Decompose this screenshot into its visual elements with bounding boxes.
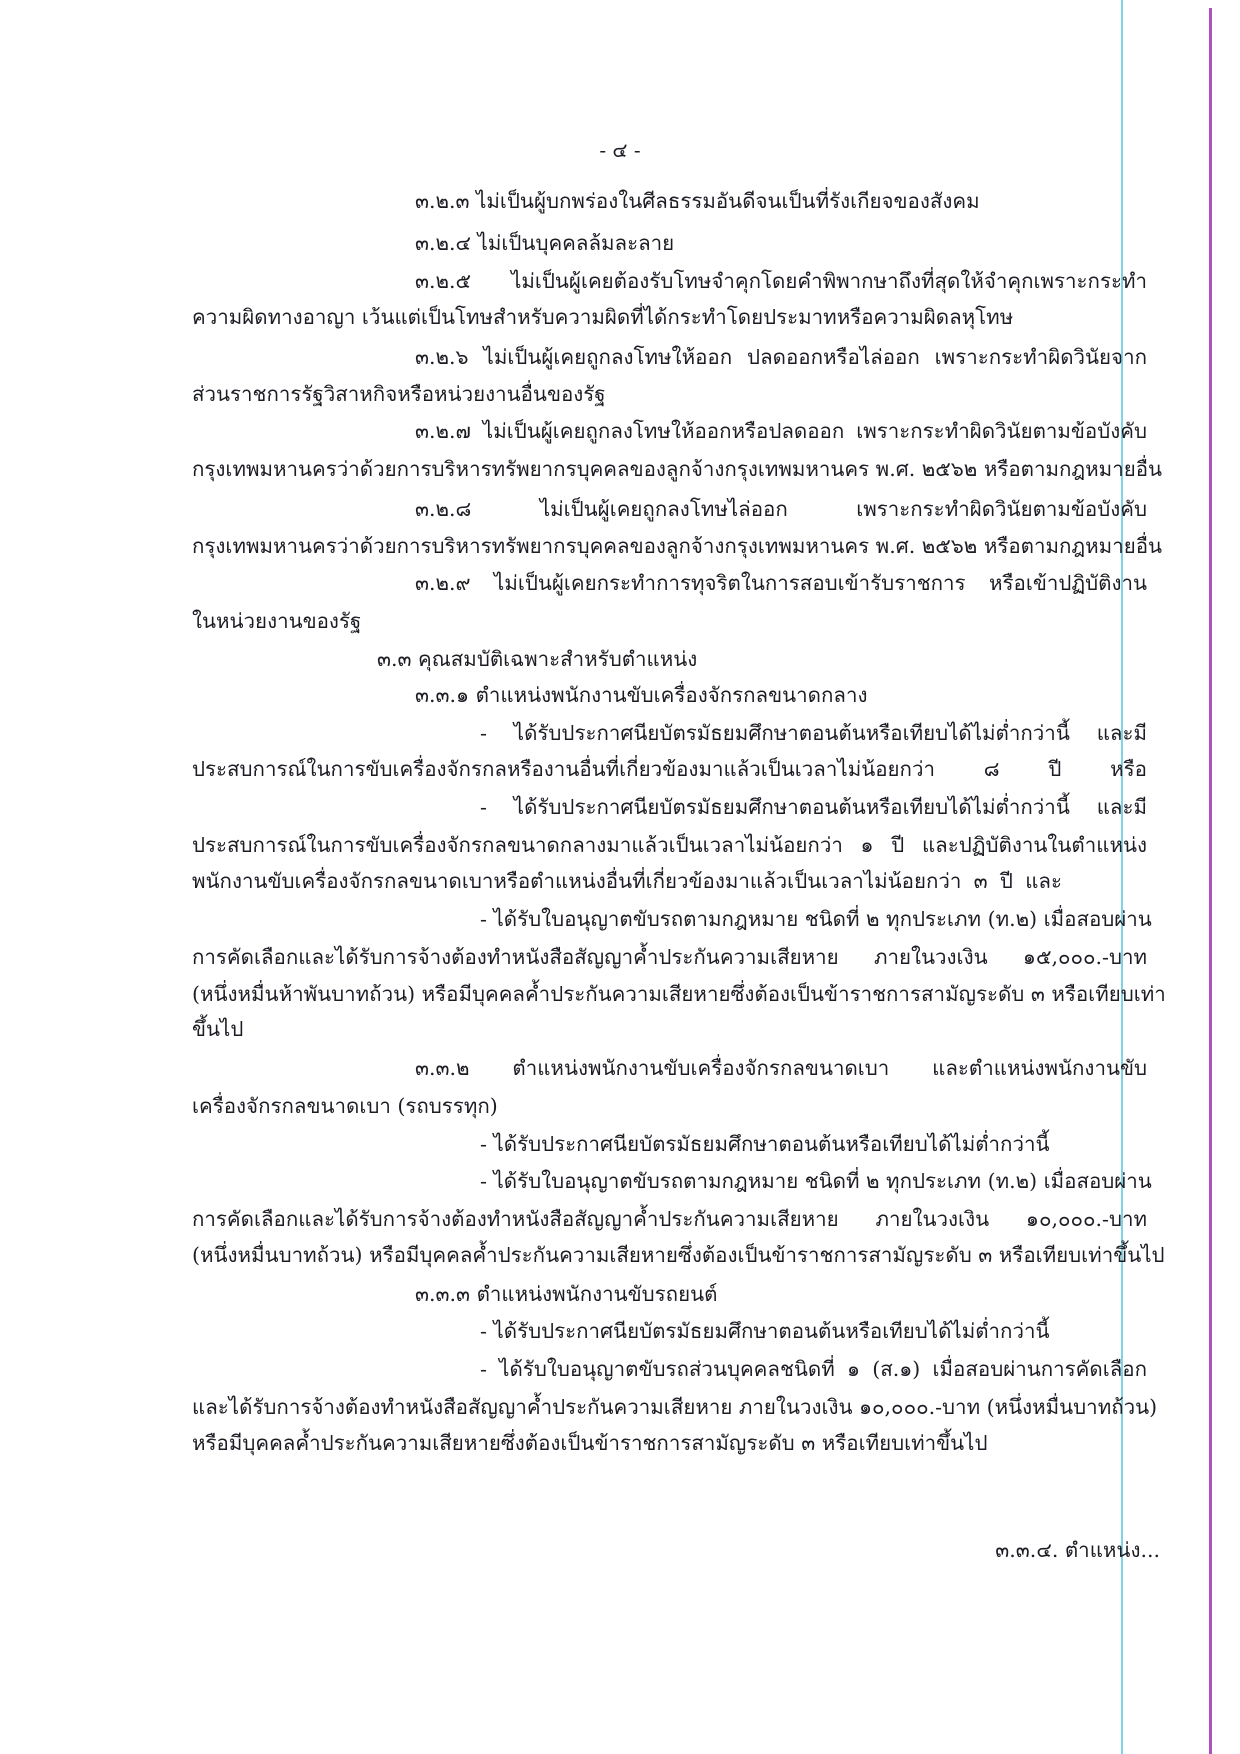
- text-line: - ได้รับใบอนุญาตขับรถตามกฎหมาย ชนิดที่ ๒ ทุกประเภท (ท.๒) เมื่อสอบผ่าน: [480, 907, 1152, 931]
- text-line: - ได้รับประกาศนียบัตรมัธยมศึกษาตอนต้นหรือเทียบได้ไม่ต่ำกว่านี้: [480, 1319, 1050, 1343]
- text-line: ๓.๒.๕ ไม่เป็นผู้เคยต้องรับโทษจำคุกโดยคำพิพากษาถึงที่สุดให้จำคุกเพราะกระทำ: [415, 269, 1147, 293]
- text-line: ความผิดทางอาญา เว้นแต่เป็นโทษสำหรับความผิดที่ได้กระทำโดยประมาทหรือความผิดลหุโทษ: [192, 305, 1014, 329]
- text-line: ๓.๒.๔ ไม่เป็นบุคคลล้มละลาย: [415, 231, 675, 255]
- subsection-heading: ๓.๓.๑ ตำแหน่งพนักงานขับเครื่องจักรกลขนาดกลาง: [415, 683, 868, 707]
- text-line: - ได้รับประกาศนียบัตรมัธยมศึกษาตอนต้นหรือเทียบได้ไม่ต่ำกว่านี้: [480, 1132, 1050, 1156]
- text-line: หรือมีบุคคลค้ำประกันความเสียหายซึ่งต้องเป็นข้าราชการสามัญระดับ ๓ หรือเทียบเท่าขึ้นไป: [192, 1431, 988, 1455]
- text-line: ๓.๒.๗ ไม่เป็นผู้เคยถูกลงโทษให้ออกหรือปลดออก เพราะกระทำผิดวินัยตามข้อบังคับ: [415, 419, 1147, 443]
- text-line: และได้รับการจ้างต้องทำหนังสือสัญญาค้ำประกันความเสียหาย ภายในวงเงิน ๑๐,๐๐๐.-บาท (หนึ่งหมื่นบาทถ้วน): [192, 1395, 1158, 1419]
- text-line: ๓.๒.๓ ไม่เป็นผู้บกพร่องในศีลธรรมอันดีจนเป็นที่รังเกียจของสังคม: [415, 189, 980, 213]
- text-line: ๓.๒.๙ ไม่เป็นผู้เคยกระทำการทุจริตในการสอบเข้ารับราชการ หรือเข้าปฏิบัติงาน: [415, 571, 1147, 595]
- text-line: - ได้รับประกาศนียบัตรมัธยมศึกษาตอนต้นหรือเทียบได้ไม่ต่ำกว่านี้ และมี: [480, 721, 1147, 745]
- page-number: - ๔ -: [599, 138, 641, 162]
- text-line: - ได้รับใบอนุญาตขับรถตามกฎหมาย ชนิดที่ ๒ ทุกประเภท (ท.๒) เมื่อสอบผ่าน: [480, 1169, 1152, 1193]
- subsection-heading: ๓.๓.๒ ตำแหน่งพนักงานขับเครื่องจักรกลขนาดเบา และตำแหน่งพนักงานขับ: [415, 1056, 1147, 1080]
- text-line: การคัดเลือกและได้รับการจ้างต้องทำหนังสือสัญญาค้ำประกันความเสียหาย ภายในวงเงิน ๑๕,๐๐๐.-บาท: [192, 945, 1147, 969]
- text-line: ในหน่วยงานของรัฐ: [192, 609, 362, 633]
- text-line: (หนึ่งหมื่นบาทถ้วน) หรือมีบุคคลค้ำประกันความเสียหายซึ่งต้องเป็นข้าราชการสามัญระดับ ๓ หรือเทียบเท่าขึ้นไป: [192, 1243, 1165, 1267]
- text-line: พนักงานขับเครื่องจักรกลขนาดเบาหรือตำแหน่งอื่นที่เกี่ยวข้องมาแล้วเป็นเวลาไม่น้อยกว่า ๓ ปี และ: [192, 869, 1062, 893]
- text-line: - ได้รับใบอนุญาตขับรถส่วนบุคคลชนิดที่ ๑ (ส.๑) เมื่อสอบผ่านการคัดเลือก: [480, 1357, 1147, 1381]
- text-line: ๓.๒.๖ ไม่เป็นผู้เคยถูกลงโทษให้ออก ปลดออกหรือไล่ออก เพราะกระทำผิดวินัยจาก: [415, 345, 1147, 369]
- text-line: ประสบการณ์ในการขับเครื่องจักรกลขนาดกลางมาแล้วเป็นเวลาไม่น้อยกว่า ๑ ปี และปฏิบัติงานในตำแหน่ง: [192, 833, 1147, 857]
- text-line: กรุงเทพมหานครว่าด้วยการบริหารทรัพยากรบุคคลของลูกจ้างกรุงเทพมหานคร พ.ศ. ๒๕๖๒ หรือตามกฎหมายอื่น: [192, 457, 1163, 481]
- text-line: เครื่องจักรกลขนาดเบา (รถบรรทุก): [192, 1094, 498, 1118]
- scan-margin-line: [1121, 0, 1123, 1754]
- text-line: กรุงเทพมหานครว่าด้วยการบริหารทรัพยากรบุคคลของลูกจ้างกรุงเทพมหานคร พ.ศ. ๒๕๖๒ หรือตามกฎหมายอื่น: [192, 534, 1163, 558]
- scan-edge-line: [1209, 8, 1212, 1754]
- continuation-note: ๓.๓.๔. ตำแหน่ง...: [995, 1538, 1160, 1562]
- text-line: ขึ้นไป: [192, 1017, 244, 1041]
- text-line: (หนึ่งหมื่นห้าพันบาทถ้วน) หรือมีบุคคลค้ำประกันความเสียหายซึ่งต้องเป็นข้าราชการสามัญระดับ ๓ หรือเทียบเท่า: [192, 982, 1166, 1006]
- text-line: - ได้รับประกาศนียบัตรมัธยมศึกษาตอนต้นหรือเทียบได้ไม่ต่ำกว่านี้ และมี: [480, 795, 1147, 819]
- subsection-heading: ๓.๓.๓ ตำแหน่งพนักงานขับรถยนต์: [415, 1282, 718, 1306]
- text-line: ประสบการณ์ในการขับเครื่องจักรกลหรืองานอื่นที่เกี่ยวข้องมาแล้วเป็นเวลาไม่น้อยกว่า ๘ ปี หรือ: [192, 757, 1147, 781]
- text-line: ส่วนราชการรัฐวิสาหกิจหรือหน่วยงานอื่นของรัฐ: [192, 382, 606, 406]
- text-line: ๓.๒.๘ ไม่เป็นผู้เคยถูกลงโทษไล่ออก เพราะกระทำผิดวินัยตามข้อบังคับ: [415, 497, 1147, 521]
- section-heading: ๓.๓ คุณสมบัติเฉพาะสำหรับตำแหน่ง: [377, 647, 698, 671]
- text-line: การคัดเลือกและได้รับการจ้างต้องทำหนังสือสัญญาค้ำประกันความเสียหาย ภายในวงเงิน ๑๐,๐๐๐.-บาท: [192, 1207, 1147, 1231]
